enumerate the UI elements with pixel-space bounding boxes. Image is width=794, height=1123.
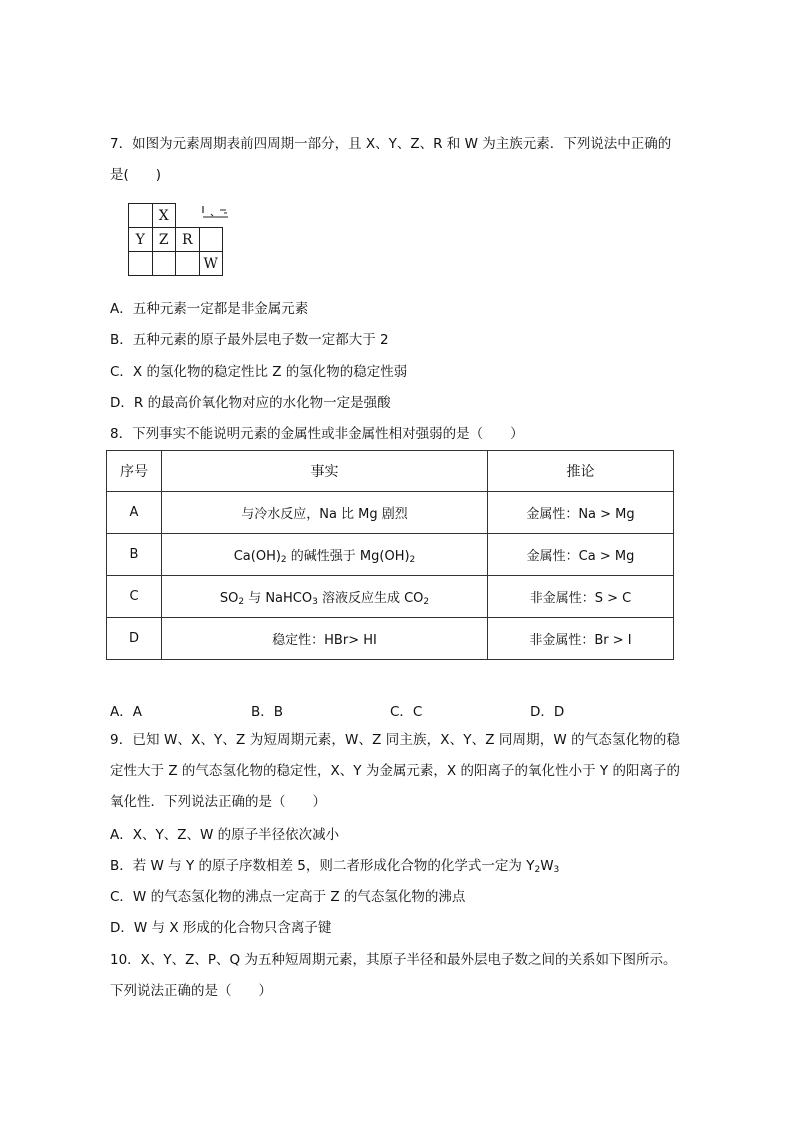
row-fact: 与冷水反应，Na 比 Mg 剧烈 — [162, 492, 488, 534]
q7-option-d: D．R 的最高价氧化物对应的水化物一定是强酸 — [110, 395, 391, 411]
q8-stem: 8．下列事实不能说明元素的金属性或非金属性相对强弱的是（ ） — [110, 426, 524, 442]
row-inference: 金属性：Ca > Mg — [488, 534, 674, 576]
q9-option-d: D．W 与 X 形成的化合物只含离子键 — [110, 920, 332, 936]
row-id: A — [107, 492, 162, 534]
row-inference: 非金属性：S > C — [488, 576, 674, 618]
row-inference: 金属性：Na > Mg — [488, 492, 674, 534]
grid-cell — [129, 252, 153, 276]
header-fact: 事实 — [162, 451, 488, 492]
table-row — [107, 534, 674, 576]
q8-option-d: D．D — [530, 704, 565, 720]
q8-option-b: B．B — [251, 704, 284, 720]
q10-stem-line2: 下列说法正确的是（ ） — [110, 983, 272, 999]
table-row — [107, 618, 674, 660]
grid-cell-z: Z — [152, 228, 176, 252]
q10-stem-line1: 10．X、Y、Z、P、Q 为五种短周期元素，其原子半径和最外层电子数之间的关系如下图所示。 — [110, 952, 677, 968]
table-row — [107, 576, 674, 618]
grid-cell-w: W — [199, 252, 223, 276]
grid-cell-r: R — [176, 228, 200, 252]
q7-stem-line1: 7．如图为元素周期表前四周期一部分，且 X、Y、Z、R 和 W 为主族元素．下列说法中正确的 — [110, 136, 672, 152]
row-id: B — [107, 534, 162, 576]
grid-cell — [199, 228, 223, 252]
row-fact: $Ca(OH)_2$ 的碱性强于 $Mg(OH)_2$ — [162, 534, 488, 576]
q9-stem: 9．已知 W、X、Y、Z 为短周期元素，W、Z 同主族，X、Y、Z 同周期，W 的气态氢化物的稳定性大于 Z 的气态氢化物的稳定性，X、Y 为金属元素，X 的阳离子的氧化性小于 Y 的阳离子的氧化性．下列说法正确的是（ ） — [110, 732, 680, 810]
q8-option-c: C．C — [390, 704, 423, 720]
q9-option-a: A．X、Y、Z、W 的原子半径依次减小 — [110, 827, 340, 843]
row-fact: $SO_2$ 与 NaHCO$_3$ 溶液反应生成 $CO_2$ — [162, 576, 488, 618]
grid-cell — [152, 252, 176, 276]
row-id: C — [107, 576, 162, 618]
table-border-artifact — [200, 204, 230, 226]
grid-cell — [129, 204, 153, 228]
q7-option-b: B．五种元素的原子最外层电子数一定都大于 2 — [110, 332, 389, 348]
grid-cell — [176, 204, 200, 228]
q7-option-c: C．X 的氢化物的稳定性比 Z 的氢化物的稳定性弱 — [110, 364, 408, 380]
q7-option-a: A．五种元素一定都是非金属元素 — [110, 301, 309, 317]
q9-option-b: B．若 W 与 Y 的原子序数相差 5，则二者形成化合物的化学式一定为 $Y_2W_3$ — [110, 858, 560, 875]
table-header-row — [107, 451, 674, 492]
q7-stem-line2: 是( ) — [110, 167, 162, 183]
q9-option-c: C．W 的气态氢化物的沸点一定高于 Z 的气态氢化物的沸点 — [110, 889, 466, 905]
table-row — [107, 492, 674, 534]
grid-cell-x: X — [152, 204, 176, 228]
q8-option-a: A．A — [110, 704, 142, 720]
facts-table — [106, 450, 674, 660]
row-fact: 稳定性：HBr> HI — [162, 618, 488, 660]
header-index: 序号 — [107, 451, 162, 492]
q8-options — [110, 700, 670, 720]
grid-cell-y: Y — [129, 228, 153, 252]
row-id: D — [107, 618, 162, 660]
header-inference: 推论 — [488, 451, 674, 492]
row-inference: 非金属性：Br > I — [488, 618, 674, 660]
grid-cell — [176, 252, 200, 276]
